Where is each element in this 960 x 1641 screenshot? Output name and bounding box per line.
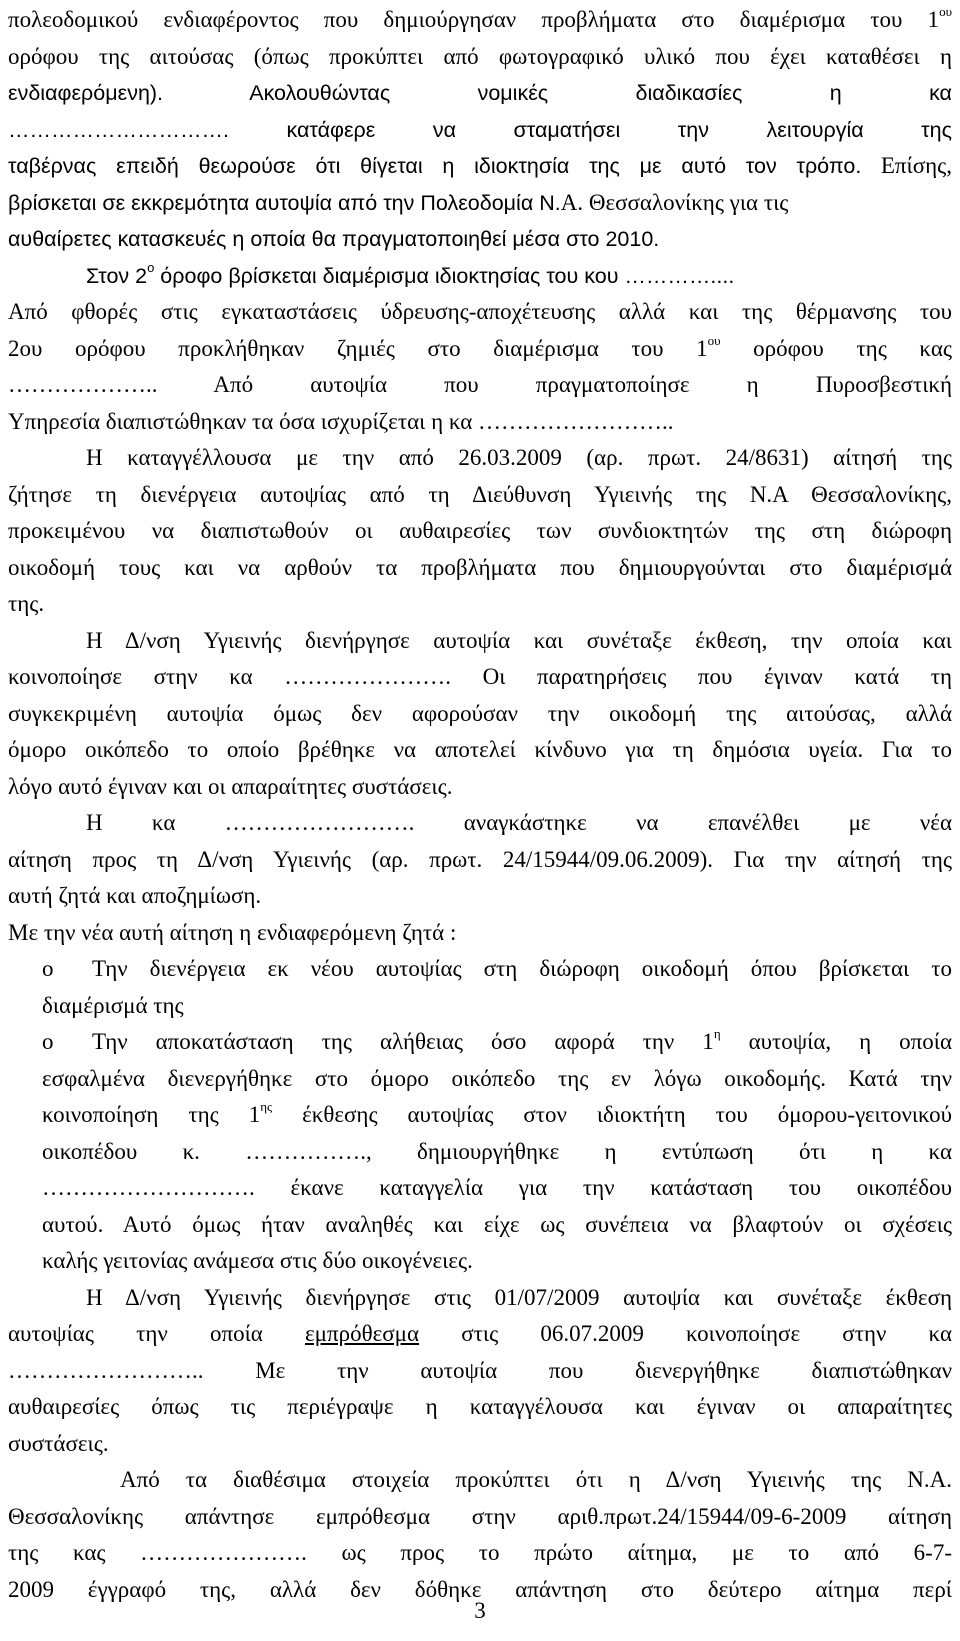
text-line: ………………………. έκανε καταγγελία για την κατάσταση του οικοπέδου [42,1175,952,1200]
text-line: Με την νέα αυτή αίτηση η ενδιαφερόμενη ζητά : [8,919,457,945]
text-line: …………………………. κατάφερε να σταματήσει την λειτουργία της [8,117,952,142]
text-line: Η Δ/νση Υγιεινής διενήργησε αυτοψία και συνέταξε έκθεση, την οποία και [86,627,952,653]
text-line: ενδιαφερόμενη). Ακολουθώντας νομικές διαδικασίες η κα [8,81,952,105]
text-line: Από φθορές στις εγκαταστάσεις ύδρευσης-αποχέτευσης αλλά και της θέρμανσης του [8,299,952,324]
text-line: όμορο οικόπεδο το οποίο βρέθηκε να αποτελεί κίνδυνο για τη δημόσια υγεία. Για το [8,737,952,762]
text-line: πολεοδομικού ενδιαφέροντος που δημιούργησαν προβλήματα στο διαμέρισμα του $1^{o\upsilon}$ [8,4,952,32]
text-line: αυτού. Αυτό όμως ήταν αναληθές και είχε ως συνέπεια να βλαφτούν οι σχέσεις [42,1211,952,1237]
text-line: βρίσκεται σε εκκρεμότητα αυτοψία από την Πολεοδομία Ν.Α. Θεσσαλονίκης για τις [8,189,789,215]
text-line: Από τα διαθέσιμα στοιχεία προκύπτει ότι η Δ/νση Υγιεινής της Ν.Α. [120,1467,952,1492]
text-line: …………………….. Με την αυτοψία που διενεργήθηκε διαπιστώθηκαν [8,1357,952,1383]
text-line: συγκεκριμένη αυτοψία όμως δεν αφορούσαν την οικοδομή της αιτούσας, αλλά [8,700,952,726]
text-line: αυτή ζητά και αποζημίωση. [8,883,262,908]
list-bullet: o [42,956,54,981]
text-line: Υπηρεσία διαπιστώθηκαν τα όσα ισχυρίζεται η κα …………………….. [8,408,674,434]
text-line: Η κα ……………………. αναγκάστηκε να επανέλθει με νέα [86,810,952,835]
text-line: της κας …………………. ως προς το πρώτο αίτημα, με το από 6-7- [8,1540,952,1565]
text-line: Η Δ/νση Υγιεινής διενήργησε στις 01/07/2009 αυτοψία και συνέταξε έκθεση [86,1284,952,1310]
text-line: 2ου ορόφου προκλήθηκαν ζημιές στο διαμέρισμα του $1^{o\upsilon}$ ορόφου της κας [8,332,952,361]
text-line: ……………….. Από αυτοψία που πραγματοποίησε η Πυροσβεστική [8,372,952,397]
text-line: Θεσσαλονίκης απάντησε εμπρόθεσμα στην αριθ.πρωτ.24/15944/09-6-2009 αίτηση [8,1503,952,1529]
text-line: Η καταγγέλλουσα με την από 26.03.2009 (αρ. πρωτ. 24/8631) αίτησή της [86,445,952,470]
text-line: κοινοποίησε στην κα …………………. Οι παρατηρήσεις που έγιναν κατά τη [8,664,952,689]
text-line: οικοδομή τους και να αρθούν τα προβλήματα που δημιουργούνται στο διαμέρισμά [8,554,952,580]
text-line: συστάσεις. [8,1430,109,1456]
text-line: αίτηση προς τη Δ/νση Υγιεινής (αρ. πρωτ. 24/15944/09.06.2009). Για την αίτησή της [8,846,952,872]
text-line: εσφαλμένα διενεργήθηκε στο όμορο οικόπεδο της εν λόγω οικοδομής. Κατά την [42,1065,952,1091]
text-line: αυτοψίας την οποία εμπρόθεσμα στις 06.07.2009 κοινοποίησε στην κα [8,1321,952,1346]
text-line: λόγο αυτό έγιναν και οι απαραίτητες συστάσεις. [8,773,453,799]
text-line: κοινοποίηση της $1^{\eta\varsigma}$ έκθεσης αυτοψίας στον ιδιοκτήτη του όμορου-γειτονικού [42,1099,952,1127]
list-bullet: o [42,1029,54,1054]
list-item: o Την διενέργεια εκ νέου αυτοψίας στη διώροφη οικοδομή όπου βρίσκεται το [8,951,952,988]
text-line: ταβέρνας επειδή θεωρούσε ότι θίγεται η ιδιοκτησία της με αυτό τον τρόπο. Επίσης, [8,153,952,178]
list-item: o Την αποκατάσταση της αλήθειας όσο αφορά την $1^\eta$ αυτοψία, η οποία [8,1024,952,1061]
text-line: οικοπέδου κ. ……………., δημιουργήθηκε η εντύπωση ότι η κα [42,1138,952,1164]
text-line: διαμέρισμά της [42,992,184,1018]
text-line: καλής γειτονίας ανάμεσα στις δύο οικογένειες. [42,1248,473,1273]
page-number: 3 [474,1598,486,1623]
text-line: 2009 έγγραφό της, αλλά δεν δόθηκε απάντηση στο δεύτερο αίτημα περί [8,1576,952,1602]
text-line: της. [8,591,45,616]
paragraph-intro [8,2,952,1608]
text-line: Στον $2^o$ όροφο βρίσκεται διαμέρισμα ιδιοκτησίας του κου ………….... [86,259,735,288]
text-line: ορόφου της αιτούσας (όπως προκύπτει από φωτογραφικό υλικό που έχει καταθέσει η [8,43,952,69]
text-line: αυθαιρεσίες όπως τις περιέγραψε η καταγγέλουσα και έγιναν οι απαραίτητες [8,1394,952,1419]
text-line: ζήτησε τη διενέργεια αυτοψίας από τη Διεύθυνση Υγιεινής της Ν.Α Θεσσαλονίκης, [8,481,952,507]
text-line: προκειμένου να διαπιστωθούν οι αυθαιρεσίες των συνδιοκτητών της στη διώροφη [8,518,952,543]
text-line: αυθαίρετες κατασκευές η οποία θα πραγματοποιηθεί μέσα στο 2010. [8,227,660,251]
